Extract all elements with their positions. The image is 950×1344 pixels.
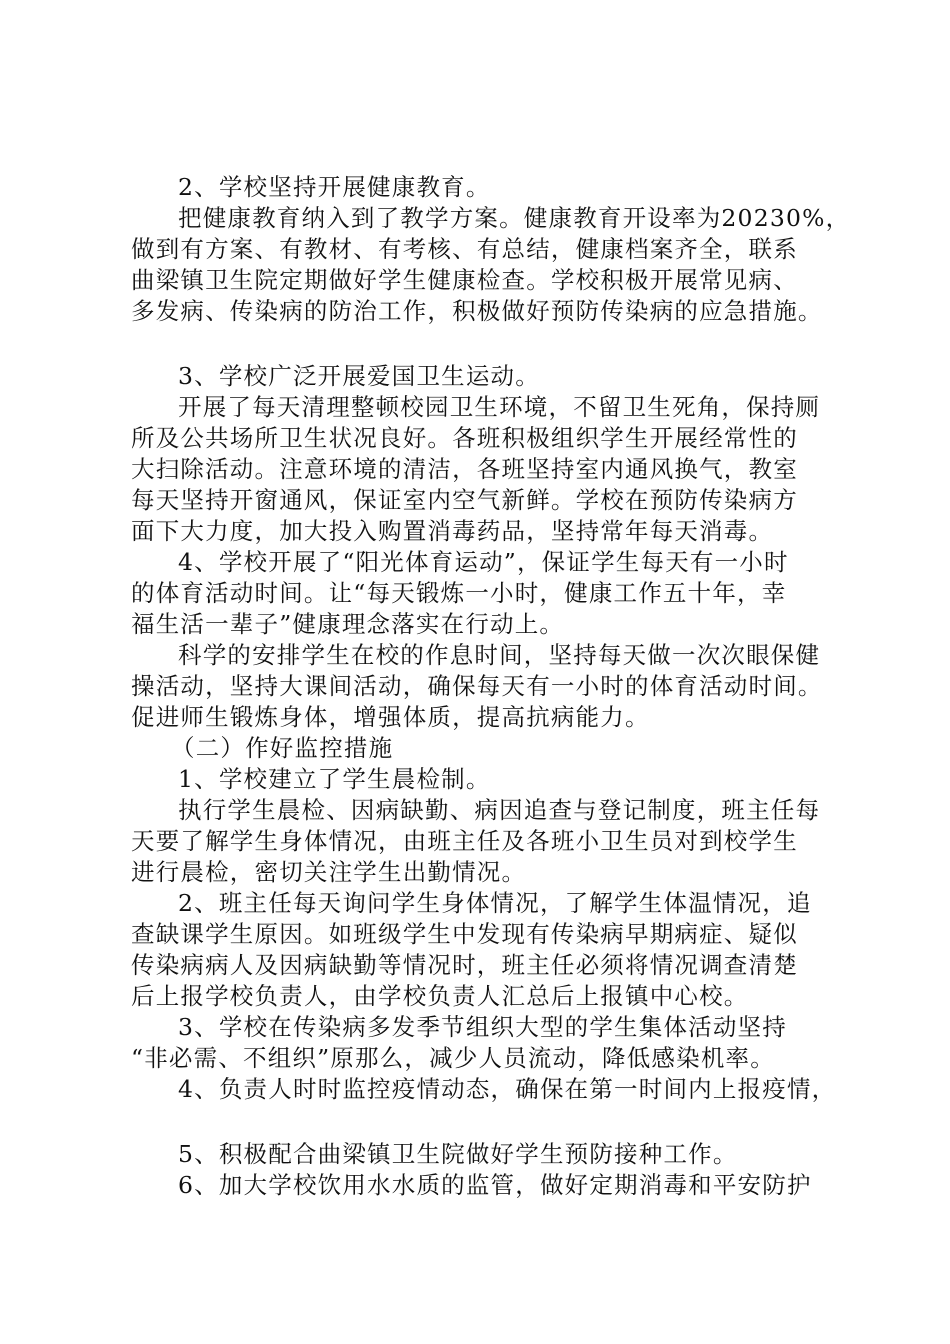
paragraph-line: 促进师生锻炼身体，增强体质，提高抗病能力。 bbox=[131, 703, 650, 731]
paragraph-line: 4、学校开展了“阳光体育运动”，保证学生每天有一小时 bbox=[178, 548, 789, 576]
subsection-heading-morning-check: 1、学校建立了学生晨检制。 bbox=[178, 765, 491, 793]
paragraph-line: 所及公共场所卫生状况良好。各班积极组织学生开展经常性的 bbox=[131, 424, 798, 452]
paragraph-line: 5、积极配合曲梁镇卫生院做好学生预防接种工作。 bbox=[178, 1140, 738, 1168]
paragraph-line: 3、学校在传染病多发季节组织大型的学生集体活动坚持 bbox=[178, 1013, 787, 1041]
paragraph-line: 执行学生晨检、因病缺勤、病因追查与登记制度，班主任每 bbox=[178, 796, 821, 824]
paragraph-line: 进行晨检，密切关注学生出勤情况。 bbox=[131, 858, 527, 886]
paragraph-line: 做到有方案、有教材、有考核、有总结，健康档案齐全，联系 bbox=[131, 235, 798, 263]
paragraph-line: 面下大力度，加大投入购置消毒药品，坚持常年每天消毒。 bbox=[131, 517, 774, 545]
paragraph-line: 2、班主任每天询问学生身体情况，了解学生体温情况，追 bbox=[178, 889, 812, 917]
paragraph-line: 传染病病人及因病缺勤等情况时，班主任必须将情况调查清楚 bbox=[131, 951, 798, 979]
paragraph-line: 开展了每天清理整顿校园卫生环境，不留卫生死角，保持厕 bbox=[178, 393, 821, 421]
paragraph-line: 4、负责人时时监控疫情动态，确保在第一时间内上报疫情， bbox=[178, 1075, 837, 1103]
paragraph-line: 每天坚持开窗通风，保证室内空气新鲜。学校在预防传染病方 bbox=[131, 486, 798, 514]
paragraph-line: “非必需、不组织”原那么，减少人员流动，降低感染机率。 bbox=[131, 1044, 775, 1072]
paragraph-line: 把健康教育纳入到了教学方案。健康教育开设率为20230%， bbox=[178, 204, 851, 232]
paragraph-line: 后上报学校负责人，由学校负责人汇总后上报镇中心校。 bbox=[131, 982, 749, 1010]
paragraph-line: 曲梁镇卫生院定期做好学生健康检查。学校积极开展常见病、 bbox=[131, 266, 798, 294]
paragraph-line: 天要了解学生身体情况，由班主任及各班小卫生员对到校学生 bbox=[131, 827, 798, 855]
paragraph-line: 的体育活动时间。让“每天锻炼一小时，健康工作五十年，幸 bbox=[131, 579, 787, 607]
section-heading-patriotic-sanitation: 3、学校广泛开展爱国卫生运动。 bbox=[178, 362, 540, 390]
paragraph-line: 6、加大学校饮用水水质的监管，做好定期消毒和平安防护 bbox=[178, 1171, 812, 1199]
paragraph-line: 操活动，坚持大课间活动，确保每天有一小时的体育活动时间。 bbox=[131, 672, 823, 700]
paragraph-line: 科学的安排学生在校的作息时间，坚持每天做一次次眼保健 bbox=[178, 641, 821, 669]
paragraph-line: 福生活一辈子”健康理念落实在行动上。 bbox=[131, 610, 565, 638]
paragraph-line: 大扫除活动。注意环境的清洁，各班坚持室内通风换气，教室 bbox=[131, 455, 798, 483]
paragraph-line: 查缺课学生原因。如班级学生中发现有传染病早期病症、疑似 bbox=[131, 920, 798, 948]
section-heading-health-education: 2、学校坚持开展健康教育。 bbox=[178, 173, 491, 201]
paragraph-line: 多发病、传染病的防治工作，积极做好预防传染病的应急措施。 bbox=[131, 297, 823, 325]
section-heading-monitoring: （二）作好监控措施 bbox=[171, 734, 394, 762]
